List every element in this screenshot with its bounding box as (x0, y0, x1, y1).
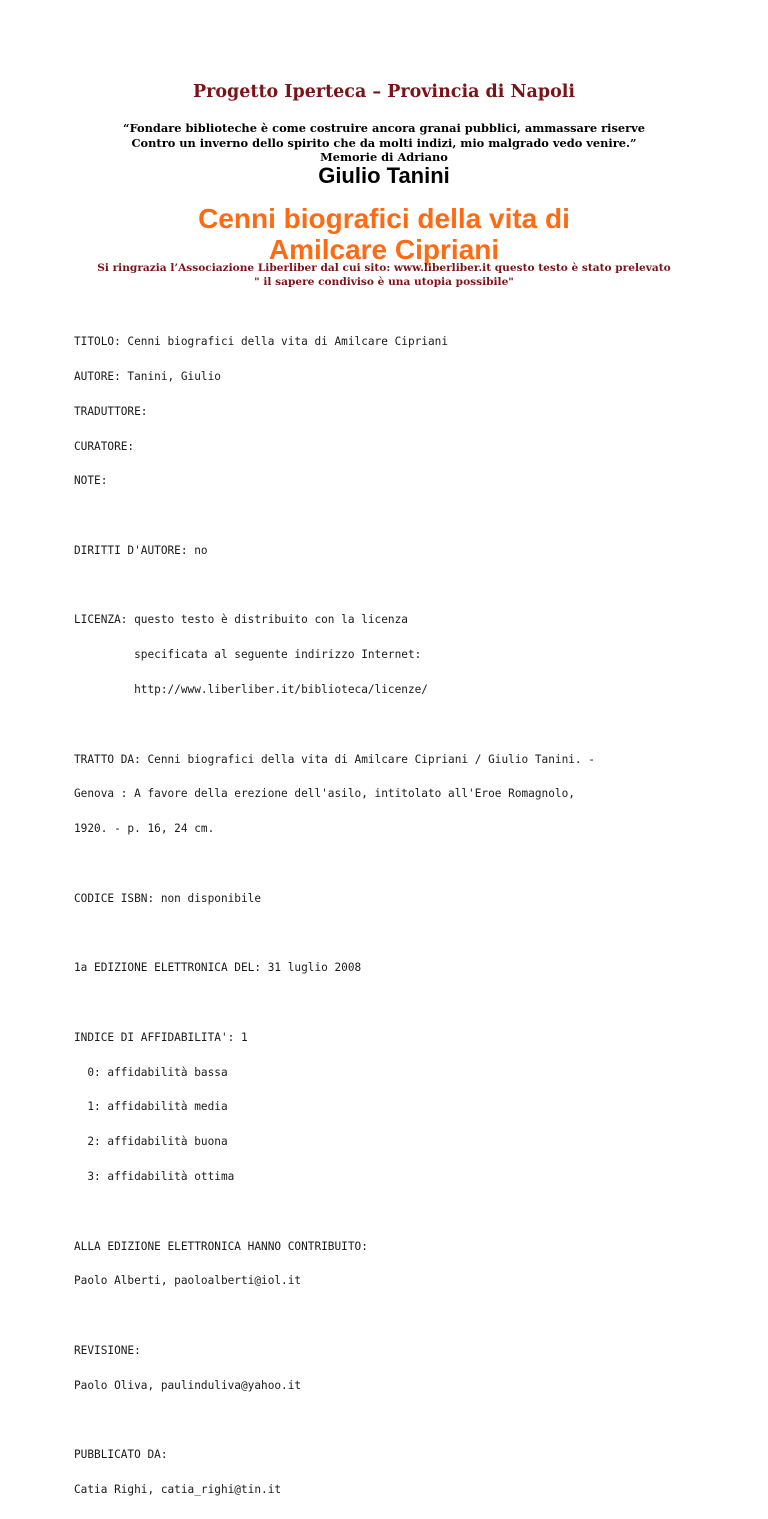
project-title: Progetto Iperteca – Provincia di Napoli (192, 82, 576, 102)
quote-line: Contro un inverno dello spirito che da molti indizi, mio malgrado vedo venire.” (131, 135, 637, 150)
meta-diritti: DIRITTI D'AUTORE: no (74, 543, 208, 557)
meta-pubblicato-label: PUBBLICATO DA: (74, 1448, 168, 1462)
metadata-block (74, 313, 734, 1519)
meta-indice-level: 2: affidabilità buona (74, 1135, 228, 1149)
meta-indice-level: 1: affidabilità media (74, 1100, 228, 1114)
epigraph-quote (0, 121, 768, 165)
quote-line: “Fondare biblioteche è come costruire ancora granai pubblici, ammassare riserve (123, 121, 645, 135)
acknowledgement-line: Si ringrazia l’Associazione Liberliber dal cui sito: www.liberliber.it questo testo è stato prelevato (97, 262, 671, 274)
book-title (0, 203, 768, 265)
meta-revisione-name: Paolo Oliva, paulinduliva@yahoo.it (74, 1378, 302, 1392)
meta-isbn: CODICE ISBN: non disponibile (74, 891, 262, 905)
spacer (74, 719, 734, 731)
meta-tratto: Genova : A favore della erezione dell'asilo, intitolato all'Eroe Romagnolo, (74, 787, 575, 801)
book-title-line: Cenni biografici della vita di (198, 203, 570, 234)
acknowledgement-motto: " il sapere condiviso è una utopia possibile" (254, 275, 514, 288)
meta-edizione: 1a EDIZIONE ELETTRONICA DEL: 31 luglio 2008 (74, 961, 362, 975)
quote-source: Memorie di Adriano (320, 150, 448, 164)
spacer (74, 510, 734, 522)
meta-licenza-url: http://www.liberliber.it/biblioteca/licenze/ (74, 683, 428, 696)
meta-curatore: CURATORE: (74, 439, 135, 453)
meta-traduttore: TRADUTTORE: (74, 404, 148, 418)
spacer (74, 1310, 734, 1322)
meta-indice: INDICE DI AFFIDABILITA': 1 (74, 1030, 248, 1044)
meta-licenza: specificata al seguente indirizzo Internet: (74, 648, 422, 662)
spacer (74, 1206, 734, 1218)
meta-titolo: TITOLO: Cenni biografici della vita di Amilcare Cipriani (74, 335, 449, 349)
spacer (74, 997, 734, 1009)
spacer (74, 1414, 734, 1426)
meta-tratto: TRATTO DA: Cenni biografici della vita di Amilcare Cipriani / Giulio Tanini. - (74, 752, 595, 766)
meta-indice-level: 0: affidabilità bassa (74, 1065, 228, 1079)
spacer (74, 858, 734, 870)
meta-licenza: LICENZA: questo testo è distribuito con la licenza (74, 613, 408, 627)
meta-tratto: 1920. - p. 16, 24 cm. (74, 822, 215, 836)
meta-indice-level: 3: affidabilità ottima (74, 1169, 235, 1183)
meta-autore: AUTORE: Tanini, Giulio (74, 369, 221, 383)
meta-note: NOTE: (74, 474, 108, 488)
meta-contributo-name: Paolo Alberti, paoloalberti@iol.it (74, 1274, 302, 1288)
meta-contributo-label: ALLA EDIZIONE ELETTRONICA HANNO CONTRIBUITO: (74, 1239, 368, 1253)
author-name: Giulio Tanini (318, 163, 450, 188)
spacer (74, 927, 734, 939)
meta-pubblicato-name: Catia Righi, catia_righi@tin.it (74, 1482, 282, 1496)
spacer (74, 580, 734, 592)
meta-revisione-label: REVISIONE: (74, 1343, 141, 1357)
book-title-line: Amilcare Cipriani (268, 234, 500, 265)
acknowledgement (0, 262, 768, 289)
